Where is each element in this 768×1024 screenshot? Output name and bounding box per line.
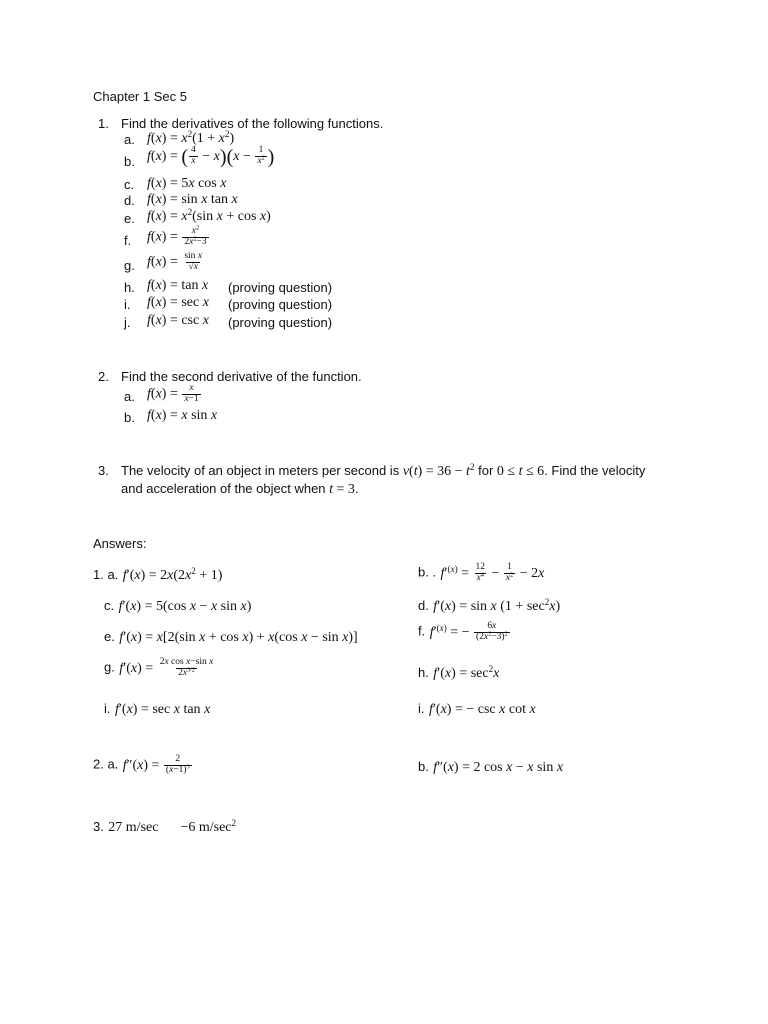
answer-1b: b. . $f'^{(x)}$ = $\frac{12}{x^4}$ − $\frac{1}{x^2}$ − 2x — [418, 562, 545, 583]
q1-item-c-equation: f(x) = 5x cos x — [147, 176, 227, 191]
q3-line2-start: and acceleration of the object when — [121, 481, 330, 496]
q1-item-e-label: e. — [124, 211, 135, 226]
answer-1f-label: f. — [418, 623, 426, 639]
answer-1h-label: h. — [418, 665, 429, 680]
answer-1c-label: c. — [104, 598, 115, 613]
q3-line1-start: The velocity of an object in meters per second is — [121, 463, 403, 478]
q1-item-d-equation: f(x) = sin x tan x — [147, 192, 238, 207]
answer-3-label: 3. — [93, 819, 104, 834]
q2-item-b-equation: f(x) = x sin x — [147, 408, 218, 423]
q3-velocity-function: $v(t) = 36 - t^2$ — [402, 462, 475, 479]
q1-item-i-note: (proving question) — [228, 297, 333, 312]
answer-1d: d. f′(x) = sin x $(1 + \sec^2x)$ — [418, 597, 561, 614]
answer-1i: i. f′(x) = sec x tan x — [104, 701, 211, 717]
q1-item-c-label: c. — [124, 177, 135, 192]
answer-2b: b. f″(x) = 2 cos x − x sin x — [418, 759, 564, 775]
answer-3-acceleration-value: −6 m/sec — [180, 820, 232, 835]
q3-time-value: t = 3 — [329, 482, 355, 497]
answer-2b-label: b. — [418, 759, 429, 774]
q1-item-a-label: a. — [124, 132, 135, 147]
answer-1j-label: i. — [418, 701, 425, 716]
answer-1g: g. f′(x) = $\frac{\text{2x cos x−sin x}}{2x^{3/2}}$ — [104, 657, 214, 678]
q1-item-a-equation: $f(x) = x^2(1 + x^2)$ — [147, 129, 235, 146]
question-1-prompt: Find the derivatives of the following functions. — [121, 116, 384, 131]
answer-1e-label: e. — [104, 629, 115, 644]
q1-item-h-equation: f(x) = tan x — [147, 278, 209, 293]
answer-3-acceleration: −6 $m/\sec^2$ — [180, 818, 237, 835]
answer-1i-label: i. — [104, 701, 111, 716]
question-3-number: 3. — [98, 463, 109, 478]
q1-item-d-label: d. — [124, 193, 135, 208]
q1-item-f-label: f. — [124, 233, 132, 248]
q1-item-i-equation: f(x) = sec x — [147, 295, 209, 310]
q1-item-e-equation: $f(x) = x^2(\sin$ x + cos x) — [147, 207, 271, 224]
question-3-line-2 — [121, 481, 359, 498]
q3-interval: 0 ≤ t ≤ 6 — [496, 464, 545, 479]
answer-1d-label: d. — [418, 598, 429, 613]
q2-item-a-label: a. — [124, 389, 135, 404]
answer-1h: h. $f'(x) = \sec^2x$ — [418, 664, 500, 681]
q1-item-b-label: b. — [124, 154, 135, 169]
answer-1e: e. f′(x) = x[2(sin x + cos x) + x(cos x − sin x)] — [104, 629, 358, 645]
q1-item-i-label: i. — [124, 297, 131, 312]
answer-2a-label: 2. a. — [93, 756, 119, 772]
q1-item-j-label: j. — [124, 315, 131, 330]
answer-1a-label: 1. a. — [93, 567, 119, 582]
question-2-number: 2. — [98, 369, 109, 384]
q3-line1-end: . Find the velocity — [544, 463, 646, 478]
answer-1g-label: g. — [104, 659, 115, 675]
answer-1j: i. f′(x) = − csc x cot x — [418, 701, 536, 717]
q2-item-b-label: b. — [124, 410, 135, 425]
question-1-number: 1. — [98, 116, 109, 131]
q1-item-h-note: (proving question) — [228, 280, 333, 295]
q1-item-h-label: h. — [124, 280, 135, 295]
question-2-prompt: Find the second derivative of the function. — [121, 369, 362, 384]
answers-heading: Answers: — [93, 536, 147, 551]
q1-item-g-equation: f(x) = $\frac{\text{sin x}}{√x}$ — [147, 251, 203, 272]
page-title: Chapter 1 Sec 5 — [93, 89, 187, 104]
answer-1b-label: b. . — [418, 564, 437, 580]
q1-item-j-equation: f(x) = csc x — [147, 313, 209, 328]
q3-line1-mid: for — [474, 463, 497, 478]
answer-1f: f. $f'^{(x)}$ = − $\frac{6x}{(2x^2-3)^2}$ — [418, 621, 508, 642]
answer-2a: 2. a. f″(x) = $\frac{2}{(x-1)^3}$ — [93, 754, 190, 775]
q2-item-a-equation: f(x) = $\frac{x}{x-1}$ — [147, 383, 199, 404]
q1-item-j-note: (proving question) — [228, 315, 333, 330]
question-3-line-1 — [121, 463, 645, 480]
q3-line2-end: . — [354, 481, 359, 496]
answer-1a: 1. a. $f'(x) = 2x(2x^2 + 1)$ — [93, 566, 223, 583]
q1-item-f-equation: f(x) = $\frac{x^2}{2x^2-3}$ — [147, 225, 207, 247]
answer-3-velocity: 27 m/sec — [108, 820, 159, 835]
answer-1c: c. f′(x) = 5(cos x − x sin x) — [104, 598, 252, 614]
answer-3 — [93, 818, 236, 836]
q1-item-b-equation: f(x) = ( $\frac{4}{x}$ − x)(x − $\frac{1}{x^2}$ ) — [147, 145, 275, 168]
q1-item-g-label: g. — [124, 258, 135, 273]
